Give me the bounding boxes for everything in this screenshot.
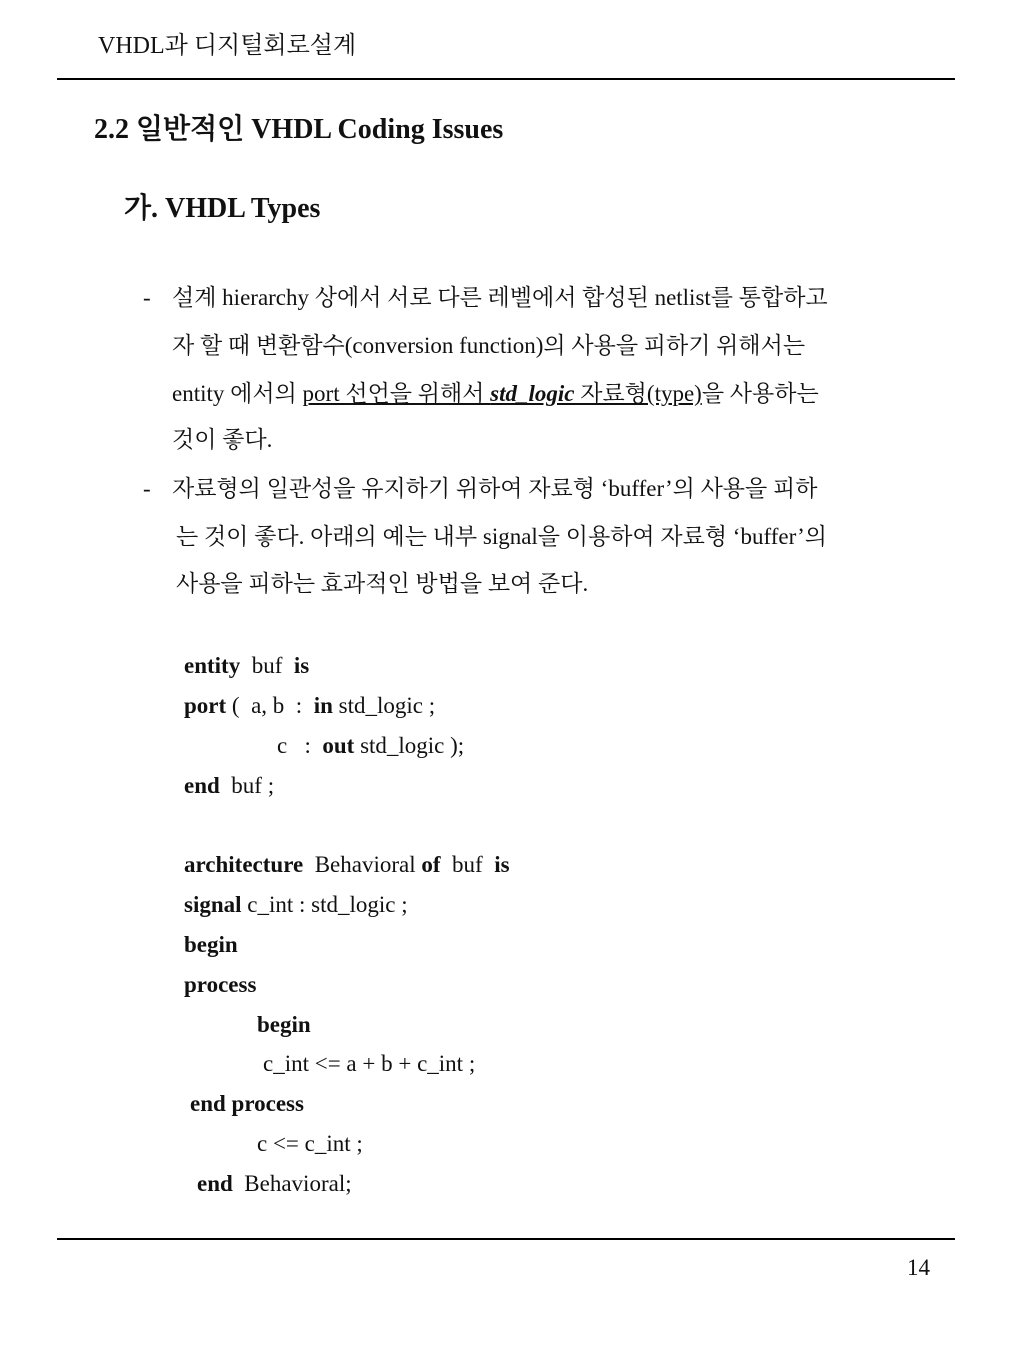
code-text: ( a, b : — [226, 693, 314, 718]
bullet-2-line-2: 는 것이 좋다. 아래의 예는 내부 signal을 이용하여 자료형 ‘buffer’의 — [176, 524, 827, 549]
keyword: of — [421, 852, 441, 877]
sub-heading: 가. VHDL Types — [124, 193, 321, 224]
keyword: out — [322, 733, 355, 758]
bullet-2-line-1: 자료형의 일관성을 유지하기 위하여 자료형 ‘buffer’의 사용을 피하 — [172, 476, 818, 501]
std-logic-emphasis: std_logic — [490, 381, 575, 406]
code-line-11: end process — [190, 1091, 304, 1116]
code-line-2 — [184, 690, 435, 722]
keyword: in — [313, 693, 333, 718]
keyword: end — [197, 1171, 233, 1196]
header-rule — [57, 78, 955, 80]
code-line-13 — [197, 1168, 352, 1200]
code-line-3 — [277, 730, 464, 762]
bullet-1-line-1: 설계 hierarchy 상에서 서로 다른 레벨에서 합성된 netlist를 통합하고 — [172, 285, 828, 310]
bullet-dash: - — [143, 285, 151, 310]
code-line-9: begin — [257, 1012, 311, 1037]
keyword: architecture — [184, 852, 304, 877]
code-text: Behavioral; — [232, 1171, 352, 1196]
code-text: buf — [440, 852, 495, 877]
code-line-5 — [184, 849, 510, 881]
header-title: VHDL과 디지털회로설계 — [98, 33, 357, 59]
keyword: entity — [184, 653, 241, 678]
bullet-2-line-3: 사용을 피하는 효과적인 방법을 보여 준다. — [176, 571, 589, 596]
underlined-phrase — [303, 381, 702, 406]
code-text: Behavioral — [303, 852, 422, 877]
code-text: buf ; — [219, 773, 275, 798]
code-line-4 — [184, 770, 274, 802]
footer-rule — [57, 1238, 955, 1240]
bullet-dash: - — [143, 476, 151, 501]
code-text: buf — [240, 653, 294, 678]
code-line-12: c <= c_int ; — [257, 1131, 363, 1156]
code-line-6 — [184, 889, 408, 921]
keyword: signal — [184, 892, 242, 917]
code-text: c : — [277, 733, 323, 758]
code-line-7: begin — [184, 932, 238, 957]
keyword: port — [184, 693, 227, 718]
underlined-text: port 선언을 위해서 — [302, 381, 491, 406]
code-text: std_logic ; — [332, 693, 436, 718]
code-line-10: c_int <= a + b + c_int ; — [263, 1051, 476, 1076]
page-number: 14 — [907, 1255, 930, 1280]
bullet-1-line-3-prefix: entity 에서의 — [172, 381, 303, 406]
underlined-text-type: 자료형(type) — [574, 381, 702, 406]
keyword: is — [494, 852, 510, 877]
bullet-1-line-3-suffix: 을 사용하는 — [701, 381, 819, 406]
bullet-1-line-2: 자 할 때 변환함수(conversion function)의 사용을 피하기 위해서는 — [172, 333, 806, 358]
code-line-8: process — [184, 972, 257, 997]
keyword: end — [184, 773, 220, 798]
code-text: std_logic ); — [354, 733, 465, 758]
section-heading: 2.2 일반적인 VHDL Coding Issues — [94, 114, 504, 145]
keyword: is — [293, 653, 310, 678]
code-text: c_int : std_logic ; — [241, 892, 408, 917]
bullet-1-line-3 — [172, 378, 819, 410]
code-line-1 — [184, 650, 309, 682]
bullet-1-line-4: 것이 좋다. — [172, 427, 273, 452]
